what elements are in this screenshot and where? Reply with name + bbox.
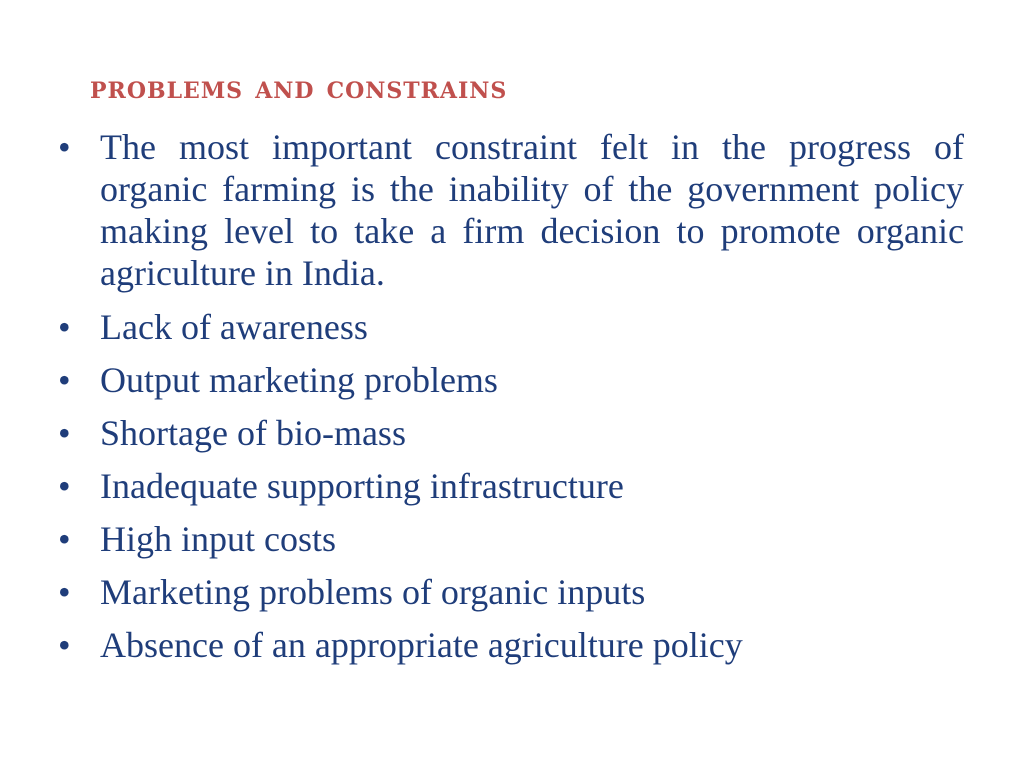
bullet-item <box>52 520 964 559</box>
slide-title: problems and constrains <box>90 68 508 106</box>
bullet-icon: • <box>58 519 71 559</box>
bullet-item <box>52 467 964 506</box>
bullet-icon: • <box>58 572 71 612</box>
bullet-item <box>52 308 964 347</box>
bullet-text: The most important constraint felt in the progress of organic farming is the inability of the government policy making level to take a firm decision to promote organic agriculture in India. <box>100 127 964 293</box>
bullet-text: Inadequate supporting infrastructure <box>100 466 624 506</box>
bullet-icon: • <box>58 307 71 347</box>
bullet-text: Output marketing problems <box>100 360 498 400</box>
bullet-icon: • <box>58 413 71 453</box>
bullet-item <box>52 414 964 453</box>
bullet-text: Lack of awareness <box>100 307 368 347</box>
bullet-icon: • <box>58 466 71 506</box>
bullet-text: Absence of an appropriate agriculture policy <box>100 625 743 665</box>
bullet-item <box>52 126 964 294</box>
bullet-item <box>52 626 964 665</box>
bullet-icon: • <box>58 127 71 167</box>
bullet-text: Shortage of bio-mass <box>100 413 406 453</box>
bullet-text: Marketing problems of organic inputs <box>100 572 646 612</box>
bullet-item <box>52 361 964 400</box>
bullet-icon: • <box>58 360 71 400</box>
bullet-list <box>52 126 964 679</box>
bullet-text: High input costs <box>100 519 337 559</box>
bullet-icon: • <box>58 625 71 665</box>
bullet-item <box>52 573 964 612</box>
